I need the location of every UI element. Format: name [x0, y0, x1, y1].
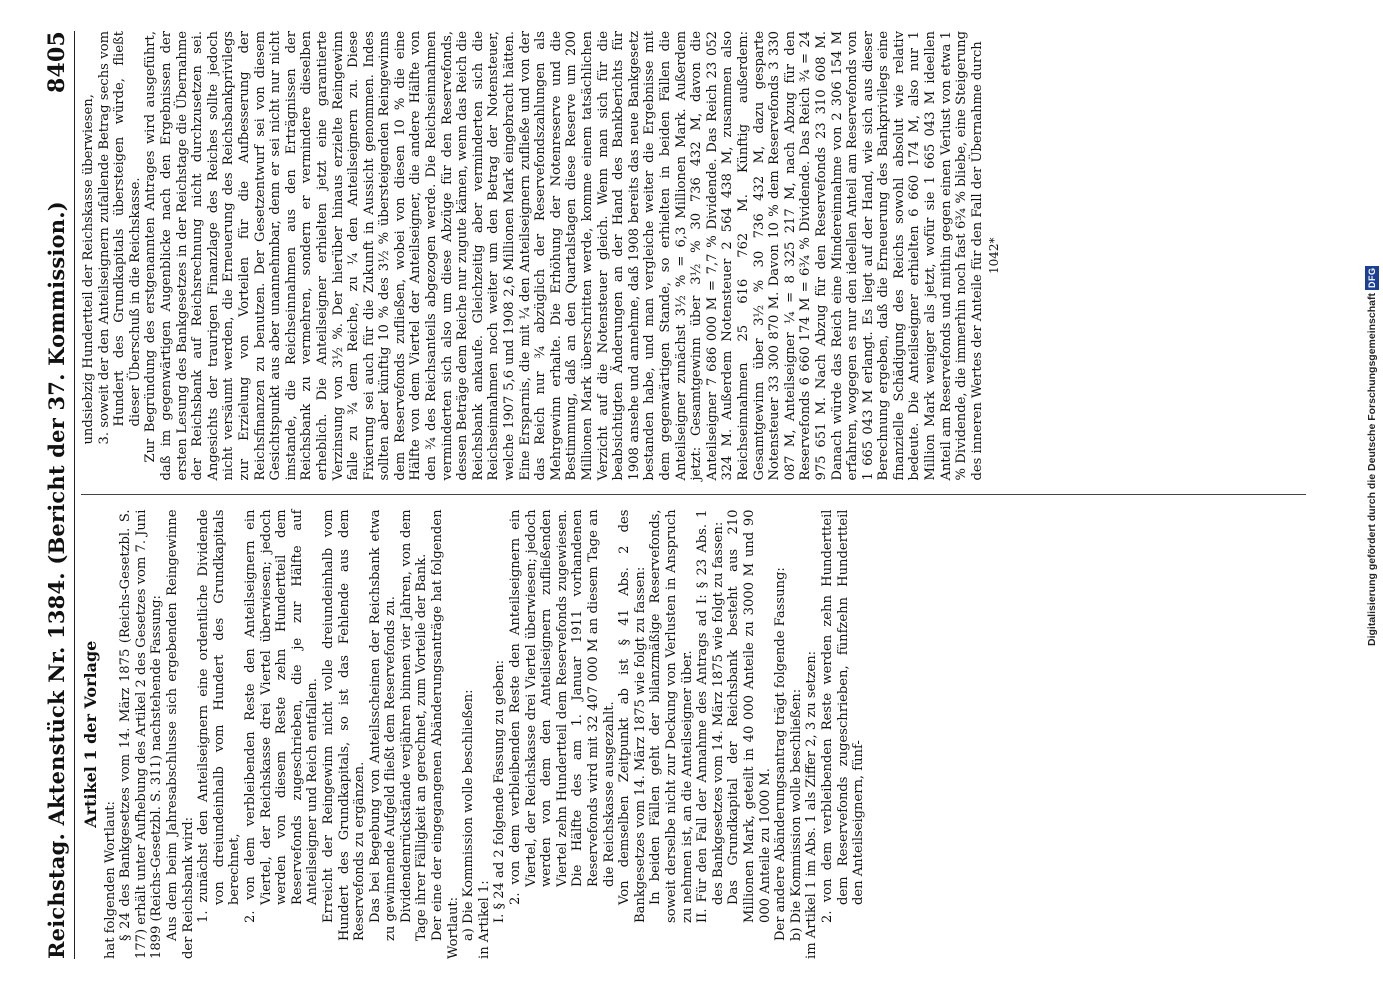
paragraph: Das bei Begebung von Anteilsscheinen der Reichsbank etwa zu gewinnende Aufgeld fließt dem Reservefonds zu.	[367, 509, 399, 941]
page-header	[44, 31, 75, 959]
paragraph: In beiden Fällen geht der bilanzmäßige Reservefonds, soweit derselbe nicht zur Deckung von Verlusten in Anspruch zu nehmen ist, an die Anteilseigner über.	[648, 509, 695, 923]
article-title: Artikel 1 der Vorlage	[81, 640, 100, 828]
paragraph: in Artikel 1:	[476, 880, 492, 959]
paragraph: Zur Begründung des erstgenannten Antrages wird ausgeführt, daß im gegenwärtigen Augenblicke nach den Ergebnissen der ersten Lesung des Bankgesetzes in der Reichstage die Übernahme der Reichsbank auf Reichsrechnung nicht durchzusetzen sei. Angesichts der traurigen Finanzlage des Reiches sollte jedoch nicht versäumt werden, die Erneuerung des Reichsbankprivilegs zur Erzielung von Vorteilen für die Aufbesserung der Reichsfinanzen zu benutzen. Der Gesetzentwurf sei von diesem Gesichtspunkt aus aber unannehmbar, denn er sei nicht nur nicht imstande, die Reichseinnahmen aus den Erträgnissen der Reichsbank zu vermehren, sondern er vermindere dieselben erheblich. Die Anteilseigner erhielten jetzt eine garantierte Verzinsung von 3½ %. Der hierüber hinaus erzielte Reingewinn falle zu ¾ dem Reiche, zu ¼ den Anteilseignern zu. Diese Fixierung sei auch für die Zukunft in Aussicht genommen. Indes sollten aber künftig 10 % des 3½ % übersteigenden Reingewinns dem Reservefonds zufließen, wobei von diesen 10 % die eine Hälfte von dem Viertel der Anteilseigner, die andere Hälfte von den ¾ des Reichsanteils abgezogen werde. Die Reichseinnahmen verminderten sich also um diese Abzüge für den Reservefonds, dessen Beträge dem Reiche nur zugute kämen, wenn das Reich die Reichsbank ankaufe. Gleichzeitig aber verminderten sich die Reichseinnahmen noch weiter um den Betrag der Notensteuer, welche 1907 5,6 und 1908 2,6 Millionen Mark eingebracht hätten. Eine Ersparnis, die mit ¼ den Anteilseignern zufließe und von der das Reich nur ¾ abzüglich der Reservefondszahlungen als Mehrgewinn erhalte. Die Erhöhung der Notenreserve und die Bestimmung, daß an den Quartalstagen diese Reserve um 200 Millionen Mark überschritten werde, komme einem tatsächlichen Verzicht auf die Notensteuer gleich. Wenn man sich für die beabsichtigten Änderungen an der Hand des Bankberichts für 1908 ansehe und annehme, daß 1908 bereits das neue Bankgesetz bestanden habe, und man vergleiche weiter die Ergebnisse mit dem gegenwärtigen Stande, so erhielten in beiden Fällen die Anteilseigner zunächst 3½ % = 6,3 Millionen Mark. Außerdem jetzt: Gesamtgewinn über 3½ % 30 736 432 M, davon die Anteilseigner 7 686 000 M = 7,7 % Dividende. Das Reich 23 052 324 M. Außerdem Notensteuer 2 564 438 M, zusammen also Reichseinnahmen 25 616 762 M. Künftig außerdem: Gesamtgewinn über 3½ % 30 736 432 M, dazu gesparte Notensteuer 33 300 870 M. Davon 10 % dem Reservefonds 3 330 087 M, Anteilseigner ¼ = 8 325 217 M, nach Abzug für den Reservefonds 6 660 174 M = 6¾ % Dividende. Das Reich ¾ = 24 975 651 M. Nach Abzug für den Reservefonds 23 310 608 M. Danach würde das Reich eine Mindereinnahme von 2 306 154 M erfahren, wogegen es nur den ideellen Anteil am Reservefonds von 1 665 043 M erlangt. Es liegt auf der Hand, wie sich aus dieser Berechnung ergeben, daß die Erneuerung des Bankprivilegs eine finanzielle Schädigung des Reichs sowohl absolut wie relativ bedeute. Die Anteilseigner erhielten 6 660 174 M, also nur 1 Million Mark weniger als jetzt, wofür sie 1 665 043 M ideellen Anteil am Reservefonds und mithin gegen einen Verlust von etwa 1 % Dividende, die immerhin noch fast 6¾ % bliebe, eine Steigerung des inneren Wertes der Anteile für den Fall der Übernahme durch	[143, 31, 985, 481]
paragraph: Erreicht der Reingewinn nicht volle dreiundeinhalb vom Hundert des Grundkapitals, so ist das Fehlende aus dem Reservefonds zu ergänzen.	[320, 509, 368, 941]
paragraph: undsiebzig Hundertteil der Reichskasse überwiesen,	[81, 94, 96, 445]
document-page	[30, 5, 1360, 985]
list-item: I. § 24 ad 2 folgende Fassung zu geben:	[492, 659, 508, 923]
list-item: 1. zunächst den Anteilseignern eine ordentliche Dividende von dreiundeinhalb vom Hundert des Grundkapitals berechnet,	[196, 509, 243, 923]
dfg-logo: DFG	[1367, 267, 1377, 289]
paragraph: Dividendenrückstände verjähren binnen vier Jahren, von dem Tage ihrer Fälligkeit an gerechnet, zum Vorteile der Bank.	[398, 509, 430, 941]
paragraph: hat folgenden Wortlaut:	[102, 801, 118, 959]
page-number: 8405	[44, 31, 70, 94]
header-title: Reichstag. Aktenstück Nr. 1384. (Bericht der 37. Kommission.)	[44, 201, 69, 959]
paragraph: im Artikel 1 im Abs. 1 als Ziffer 2, 3 zu setzen:	[804, 650, 820, 959]
credit-text: Digitalisierung gefördert durch die Deutsche Forschungsgemeinschaft	[1366, 293, 1378, 646]
digitization-credit	[1365, 6, 1379, 646]
list-item: 2. von dem verbleibenden Reste werden zehn Hundertteil dem Reservefonds zugeschrieben, fünfzehn Hundertteil den Anteilseignern, fünf-	[819, 509, 867, 923]
footer-mark: 1042*	[987, 237, 1002, 275]
paragraph: Der eine der eingegangenen Abänderungsanträge hat folgenden Wortlaut:	[430, 509, 461, 959]
right-column	[81, 31, 1306, 495]
paragraph: § 24 des Bankgesetzes vom 14. März 1875 (Reichs-Gesetzbl. S. 177) erhält unter Aufhebung des Artikel 2 des Gesetzes vom 7. Juni 1899 (Reichs-Gesetzbl. S. 311) nachstehende Fassung:	[118, 509, 165, 959]
list-item: II. Für den Fall der Annahme des Antrags ad I: § 23 Abs. 1 des Bankgesetzes vom 14. März 1875 wie folgt zu fassen:	[695, 509, 726, 923]
paragraph: a) Die Kommission wolle beschließen:	[461, 689, 477, 941]
paragraph: Von demselben Zeitpunkt ab ist § 41 Abs. 2 des Bankgesetzes vom 14. März 1875 wie folgt zu fassen:	[617, 509, 648, 923]
paragraph: b) Die Kommission wolle beschließen:	[788, 688, 804, 941]
list-item: 2. von dem verbleibenden Reste den Anteilseignern ein Viertel, der Reichskasse drei Viertel überwiesen; jedoch werden von diesem Reste zehn Hundertteil dem Reservefonds zugeschrieben, die je zur Hälfte auf Anteilseigner und Reich entfallen.	[242, 509, 321, 923]
paragraph: Das Grundkapital der Reichsbank besteht aus 210 Millionen Mark, geteilt in 40 000 Anteile zu 3000 M und 90 000 Anteile zu 1000 M.	[726, 509, 773, 923]
list-item: 2. von dem verbleibenden Reste den Anteilseignern ein Viertel, der Reichskasse drei Viertel überwiesen; jedoch werden von dem den Anteilseignern zufließenden Viertel zehn Hundertteil dem Reservefonds zugewiesen. Die Hälfte des am 1. Januar 1911 vorhandenen Reservefonds wird mit 32 407 000 M an diesem Tage an die Reichskasse ausgezahlt.	[508, 509, 617, 905]
list-item: 3. soweit der den Anteilseignern zufallende Betrag sechs vom Hundert des Grundkapitals übersteigen würde, fließt dieser Überschuß in die Reichskasse.	[96, 31, 143, 445]
paragraph: Aus dem beim Jahresabschlusse sich ergebenden Reingewinne der Reichsbank wird:	[164, 509, 196, 959]
left-column	[81, 495, 1306, 960]
paragraph: Der andere Abänderungsantrag trägt folgende Fassung:	[773, 567, 789, 941]
